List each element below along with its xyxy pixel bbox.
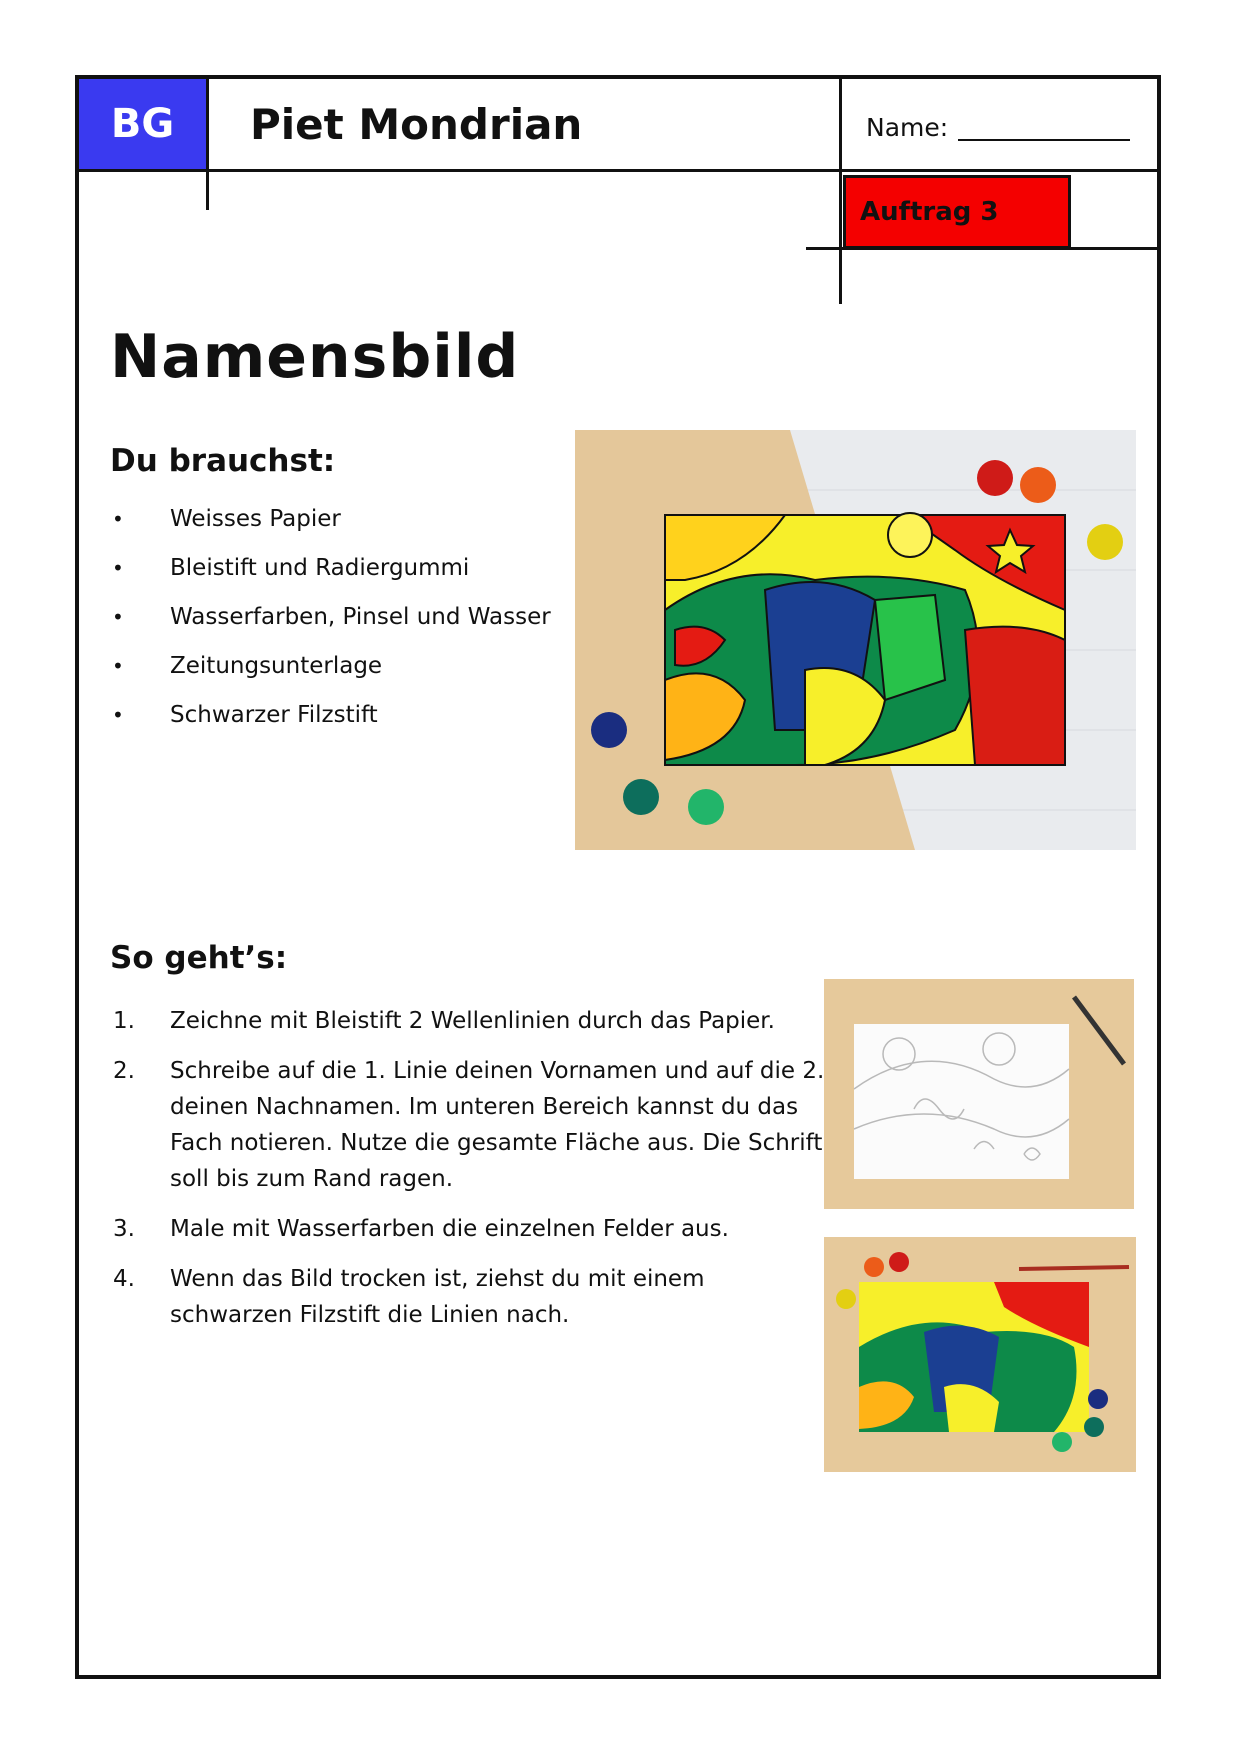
subject-badge bbox=[79, 79, 206, 169]
step-number: 2. bbox=[113, 1058, 135, 1084]
instruction-step bbox=[110, 1211, 825, 1247]
grid-line-v1 bbox=[206, 79, 209, 210]
task-label: Auftrag 3 bbox=[860, 197, 999, 227]
supply-item: • Weisses Papier bbox=[110, 503, 551, 552]
task-badge bbox=[843, 175, 1071, 249]
step-text: Zeichne mit Bleistift 2 Wellenlinien durch das Papier. bbox=[170, 1008, 775, 1034]
step-text: Male mit Wasserfarben die einzelnen Felder aus. bbox=[170, 1216, 729, 1242]
grid-line-v2 bbox=[839, 79, 842, 304]
supply-item: • Bleistift und Radiergummi bbox=[110, 552, 551, 601]
instructions-list bbox=[110, 1003, 825, 1347]
supply-item: • Schwarzer Filzstift bbox=[110, 699, 551, 748]
instruction-step bbox=[110, 1003, 825, 1039]
step-number: 4. bbox=[113, 1266, 135, 1292]
instruction-step bbox=[110, 1261, 825, 1333]
supplies-list bbox=[110, 503, 551, 748]
step-text: Schreibe auf die 1. Linie deinen Vornamen und auf die 2. deinen Nachnamen. Im unteren Bereich kannst du das Fach notieren. Nutze die gesamte Fläche aus. Die Schrift soll bis zum Rand ragen. bbox=[170, 1058, 825, 1192]
step-number: 1. bbox=[113, 1008, 135, 1034]
supply-item: • Zeitungsunterlage bbox=[110, 650, 551, 699]
supply-item: • Wasserfarben, Pinsel und Wasser bbox=[110, 601, 551, 650]
step-text: Wenn das Bild trocken ist, ziehst du mit einem schwarzen Filzstift die Linien nach. bbox=[170, 1266, 705, 1328]
finished-artwork-photo bbox=[575, 430, 1136, 850]
instructions-heading: So geht’s: bbox=[110, 940, 288, 976]
main-title: Namensbild bbox=[110, 322, 520, 392]
worksheet-title: Piet Mondrian bbox=[250, 100, 583, 149]
step-number: 3. bbox=[113, 1216, 135, 1242]
subject-code: BG bbox=[110, 101, 175, 147]
name-field[interactable] bbox=[958, 139, 1130, 141]
supplies-heading: Du brauchst: bbox=[110, 443, 336, 479]
header-divider bbox=[79, 169, 1157, 172]
pencil-sketch-photo bbox=[824, 979, 1134, 1209]
painted-artwork-photo bbox=[824, 1237, 1136, 1472]
instruction-step bbox=[110, 1053, 825, 1197]
name-label: Name: bbox=[866, 113, 949, 142]
